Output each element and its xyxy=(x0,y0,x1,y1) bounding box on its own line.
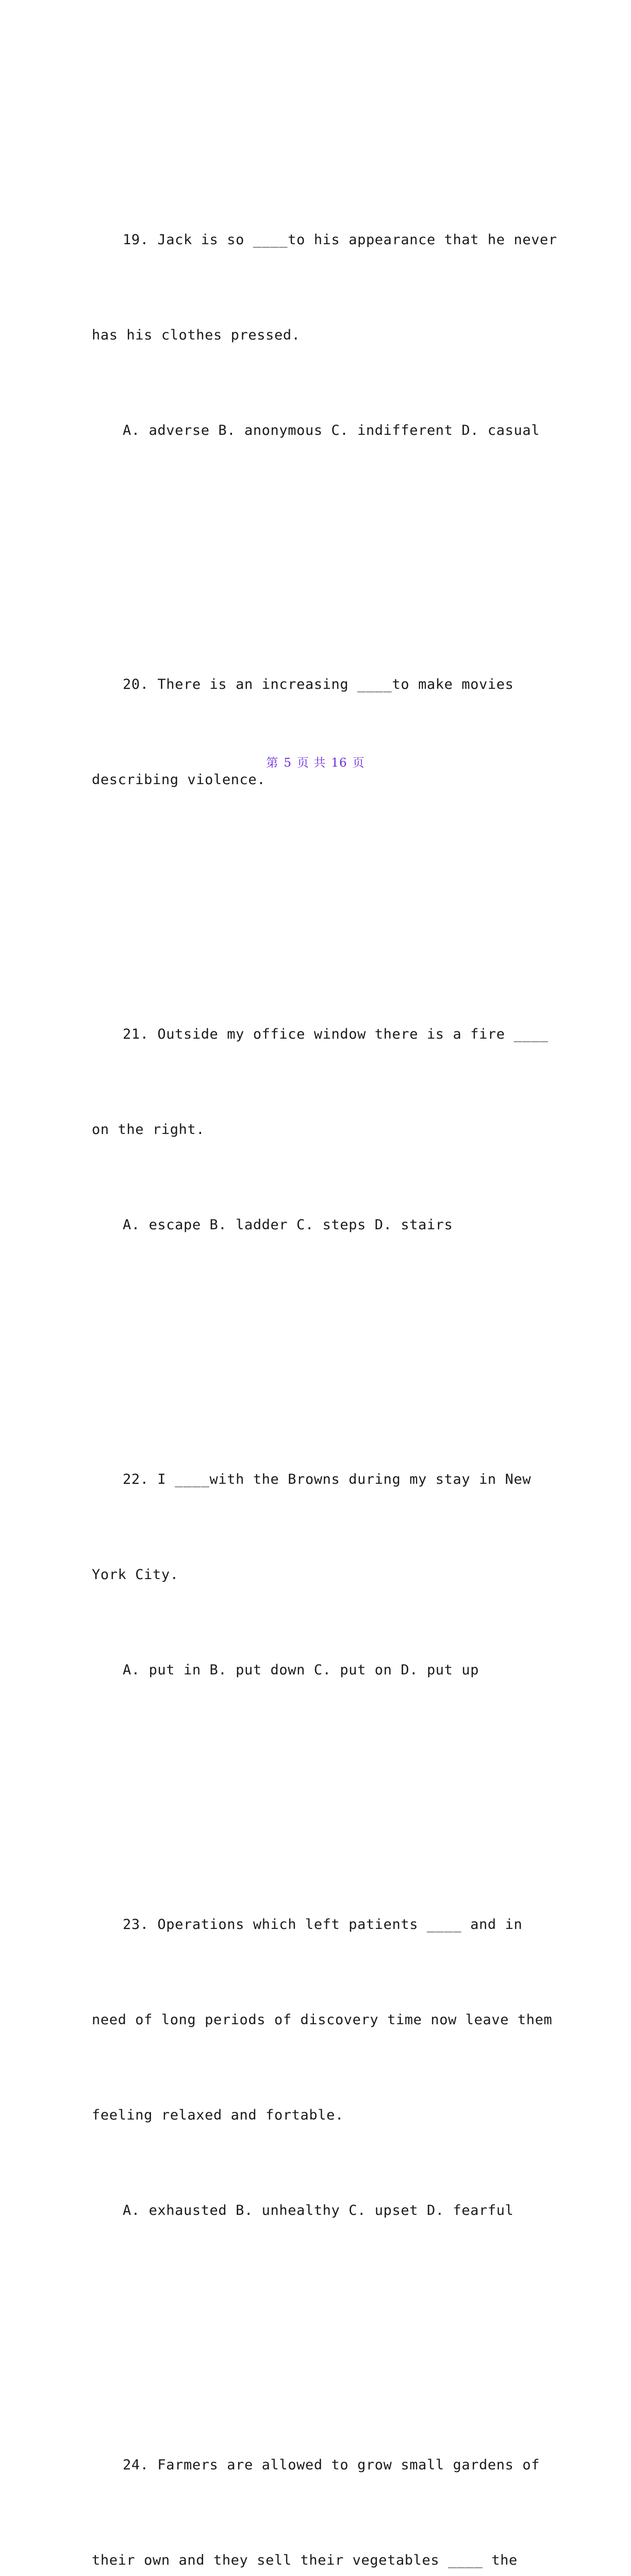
footer-middle: 页 共 xyxy=(297,756,326,770)
answer-options: A. exhausted B. unhealthy C. upset D. fearful xyxy=(123,2202,514,2218)
question-23 xyxy=(92,1845,553,2290)
question-21 xyxy=(92,955,549,1305)
question-text-continued: York City. xyxy=(92,1566,179,1583)
question-text-continued: on the right. xyxy=(92,1122,205,1138)
question-text: 20. There is an increasing ____to make movies xyxy=(123,676,514,693)
question-text: 22. I ____with the Browns during my stay in New xyxy=(123,1471,532,1487)
question-text: 24. Farmers are allowed to grow small gardens of xyxy=(123,2456,540,2473)
question-text: 21. Outside my office window there is a fire ____ xyxy=(123,1026,549,1043)
question-list xyxy=(92,65,557,2576)
question-text: 23. Operations which left patients ____ and in xyxy=(123,1916,523,1933)
answer-options: A. escape B. ladder C. steps D. stairs xyxy=(123,1217,453,1233)
page-footer xyxy=(0,753,631,770)
question-20 xyxy=(92,605,535,860)
question-text-continued: their own and they sell their vegetables ____ the xyxy=(92,2552,518,2568)
footer-prefix: 第 xyxy=(266,756,279,770)
question-24 xyxy=(92,2385,540,2576)
question-text-continued: need of long periods of discovery time now leave them xyxy=(92,2011,553,2028)
question-text-continued: describing violence. xyxy=(92,772,266,788)
footer-suffix: 页 xyxy=(352,756,365,770)
question-text-continued: feeling relaxed and fortable. xyxy=(92,2107,344,2123)
question-text-continued: has his clothes pressed. xyxy=(92,327,301,343)
answer-options: A. adverse B. anonymous C. indifferent D. casual xyxy=(123,422,540,438)
page-number: 5 xyxy=(284,756,292,770)
answer-options: A. put in B. put down C. put on D. put up xyxy=(123,1662,479,1678)
question-text: 19. Jack is so ____to his appearance that he never xyxy=(123,231,557,248)
total-pages: 16 xyxy=(331,756,347,770)
question-22 xyxy=(92,1400,535,1750)
question-19 xyxy=(92,160,557,510)
